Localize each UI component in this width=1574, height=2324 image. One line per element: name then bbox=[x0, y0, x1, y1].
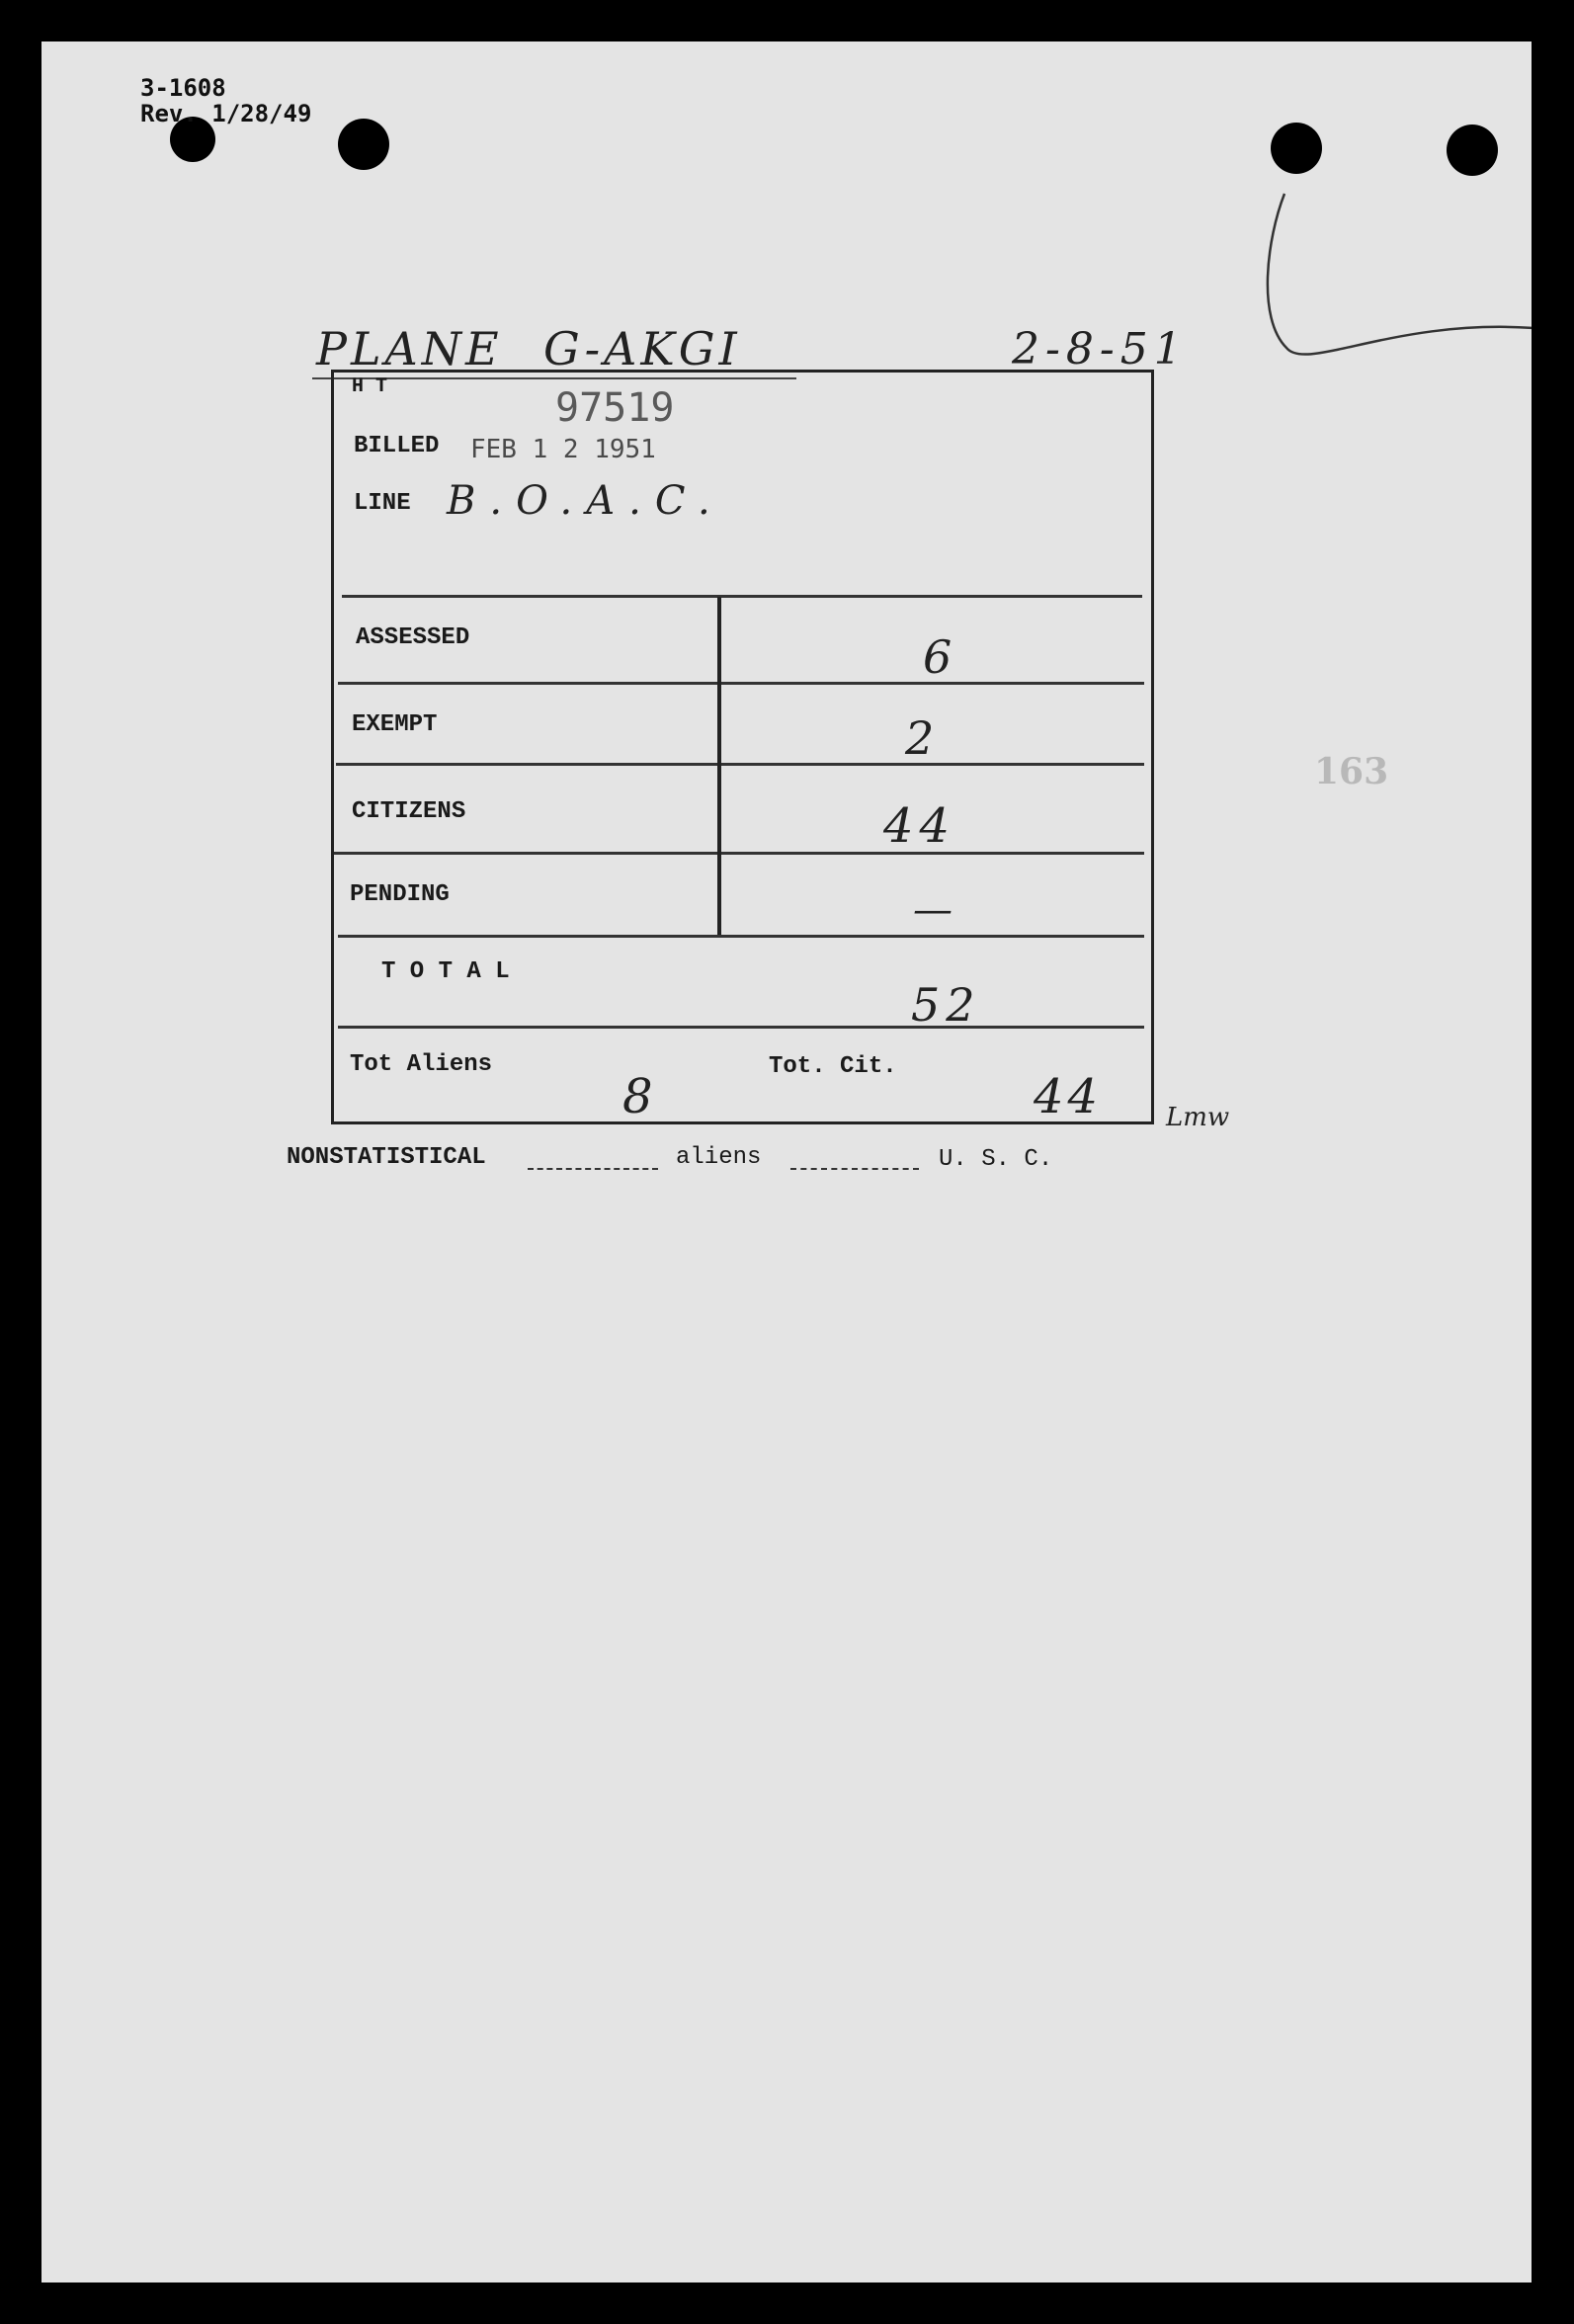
rule-1 bbox=[338, 682, 1144, 685]
nonstatistical-label: NONSTATISTICAL bbox=[287, 1144, 486, 1171]
row-label-assessed: ASSESSED bbox=[356, 624, 470, 651]
aliens-word: aliens bbox=[676, 1144, 762, 1171]
document-page bbox=[41, 42, 1532, 2282]
billed-stamp: FEB 1 2 1951 bbox=[470, 435, 656, 464]
row-label-citizens: CITIZENS bbox=[352, 798, 466, 825]
row-value-exempt: 2 bbox=[905, 711, 935, 765]
rule-5 bbox=[338, 1026, 1144, 1029]
check-mark bbox=[1247, 150, 1532, 377]
row-label-exempt: EXEMPT bbox=[352, 711, 438, 738]
rule-4 bbox=[338, 935, 1144, 938]
row-value-assessed: 6 bbox=[923, 630, 953, 684]
header-date: 2-8-51 bbox=[1012, 324, 1188, 374]
line-label: LINE bbox=[354, 490, 411, 517]
serial-stamp: 97519 bbox=[555, 385, 675, 431]
column-divider bbox=[717, 597, 721, 935]
rule-3 bbox=[334, 852, 1144, 855]
row-value-citizens: 44 bbox=[883, 798, 956, 854]
row-value-pending: — bbox=[913, 887, 953, 933]
side-number: 163 bbox=[1314, 751, 1389, 792]
total-label: T O T A L bbox=[381, 958, 510, 985]
form-number: 3-1608 bbox=[140, 74, 226, 102]
ht-label: H T bbox=[352, 375, 388, 398]
aliens-blank bbox=[790, 1168, 919, 1170]
punch-hole-left bbox=[338, 119, 389, 170]
plane-id: G-AKGI bbox=[543, 322, 741, 375]
tot-cit-label: Tot. Cit. bbox=[769, 1053, 897, 1080]
plane-label: PLANE bbox=[316, 322, 503, 375]
line-value: B.O.A.C. bbox=[447, 478, 724, 524]
form-code bbox=[140, 75, 311, 126]
rule-2 bbox=[336, 763, 1144, 766]
initials: Lmw bbox=[1166, 1103, 1230, 1132]
billed-label: BILLED bbox=[354, 433, 440, 459]
row-label-pending: PENDING bbox=[350, 881, 450, 908]
form-revision: Rev. 1/28/49 bbox=[140, 100, 312, 127]
tot-cit-value: 44 bbox=[1034, 1069, 1103, 1124]
tot-aliens-label: Tot Aliens bbox=[350, 1051, 493, 1078]
nonstatistical-blank bbox=[528, 1168, 658, 1170]
rule-top bbox=[342, 595, 1142, 598]
usc-label: U. S. C. bbox=[939, 1146, 1053, 1173]
tot-aliens-value: 8 bbox=[622, 1069, 653, 1124]
total-value: 52 bbox=[911, 978, 981, 1032]
